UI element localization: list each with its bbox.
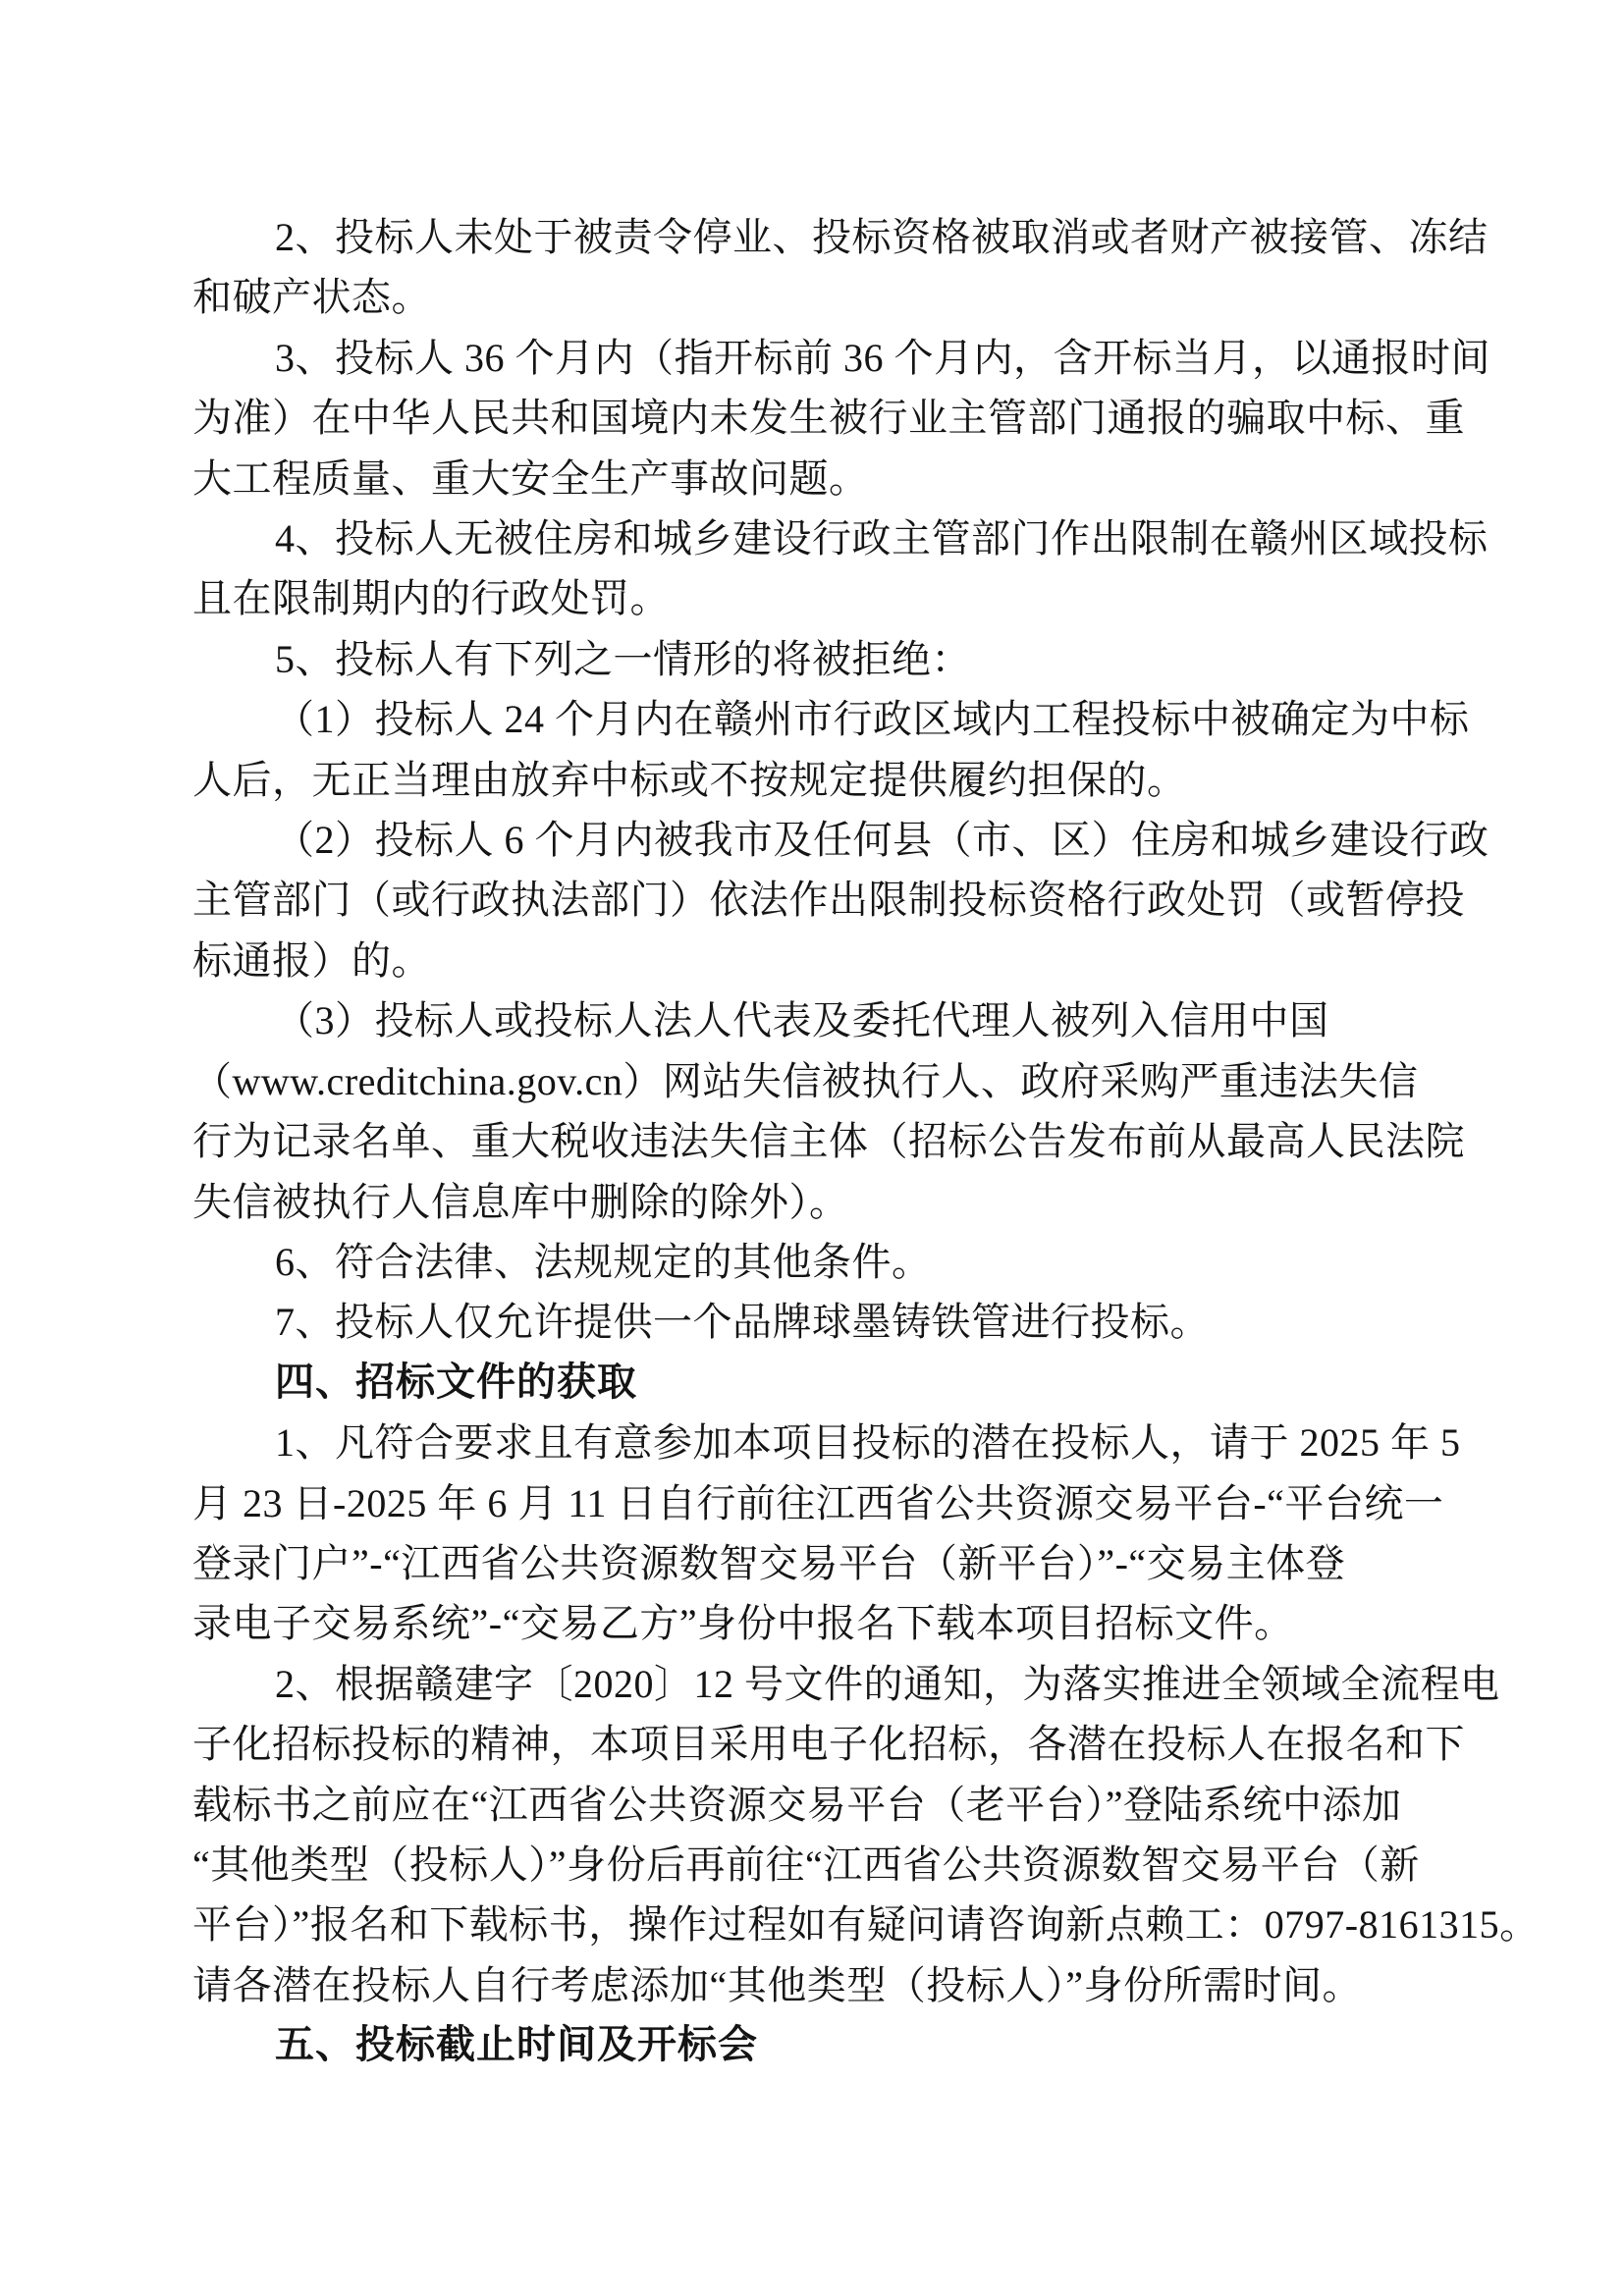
- text-line: “其他类型（投标人）”身份后再前往“江西省公共资源数智交易平台（新: [192, 1842, 1420, 1887]
- text-line: 5、投标人有下列之一情形的将被拒绝：: [275, 636, 971, 681]
- text-line: 为准）在中华人民共和国境内未发生被行业主管部门通报的骗取中标、重: [192, 396, 1465, 441]
- text-line: 录电子交易系统”-“交易乙方”身份中报名下载本项目招标文件。: [192, 1601, 1294, 1646]
- text-line: （1）投标人 24 个月内在赣州市行政区域内工程投标中被确定为中标: [275, 697, 1470, 742]
- text-line: 子化招标投标的精神，本项目采用电子化招标，各潜在投标人在报名和下: [192, 1722, 1465, 1767]
- text-line: 主管部门（或行政执法部门）依法作出限制投标资格行政处罚（或暂停投: [192, 878, 1465, 923]
- text-line: 月 23 日-2025 年 6 月 11 日自行前往江西省公共资源交易平台-“平台统一: [192, 1480, 1444, 1525]
- section-heading: 五、投标截止时间及开标会: [275, 2023, 758, 2067]
- text-line: 和破产状态。: [192, 275, 431, 320]
- section-heading: 四、招标文件的获取: [275, 1360, 637, 1404]
- text-line: 3、投标人 36 个月内（指开标前 36 个月内，含开标当月，以通报时间: [275, 335, 1490, 380]
- text-line: 请各潜在投标人自行考虑添加“其他类型（投标人）”身份所需时间。: [192, 1962, 1363, 2007]
- text-line: （www.creditchina.gov.cn）网站失信被执行人、政府采购严重违法失信: [192, 1058, 1419, 1103]
- text-line: （2）投标人 6 个月内被我市及任何县（市、区）住房和城乡建设行政: [275, 818, 1489, 863]
- text-line: 4、投标人无被住房和城乡建设行政主管部门作出限制在赣州区域投标: [275, 516, 1489, 561]
- text-line: 行为记录名单、重大税收违法失信主体（招标公告发布前从最高人民法院: [192, 1119, 1465, 1164]
- text-line: 且在限制期内的行政处罚。: [192, 576, 670, 621]
- text-line: 载标书之前应在“江西省公共资源交易平台（老平台）”登陆系统中添加: [192, 1782, 1402, 1827]
- text-line: 平台）”报名和下载标书，操作过程如有疑问请咨询新点赖工：0797-8161315。: [192, 1902, 1540, 1948]
- text-line: 人后，无正当理由放弃中标或不按规定提供履约担保的。: [192, 757, 1187, 802]
- text-line: 1、凡符合要求且有意参加本项目投标的潜在投标人，请于 2025 年 5: [275, 1420, 1461, 1466]
- text-line: 2、投标人未处于被责令停业、投标资格被取消或者财产被接管、冻结: [275, 215, 1489, 259]
- text-line: 7、投标人仅允许提供一个品牌球墨铸铁管进行投标。: [275, 1300, 1210, 1345]
- text-line: 标通报）的。: [192, 937, 431, 983]
- text-line: 大工程质量、重大安全生产事故问题。: [192, 455, 869, 501]
- text-line: 2、根据赣建字〔2020〕12 号文件的通知，为落实推进全领域全流程电: [275, 1661, 1500, 1706]
- text-line: 6、符合法律、法规规定的其他条件。: [275, 1239, 932, 1284]
- document-body: [192, 207, 1540, 2076]
- text-line: 登录门户”-“江西省公共资源数智交易平台（新平台）”-“交易主体登: [192, 1540, 1346, 1585]
- text-line: （3）投标人或投标人法人代表及委托代理人被列入信用中国: [275, 998, 1329, 1043]
- text-line: 失信被执行人信息库中删除的除外）。: [192, 1179, 849, 1224]
